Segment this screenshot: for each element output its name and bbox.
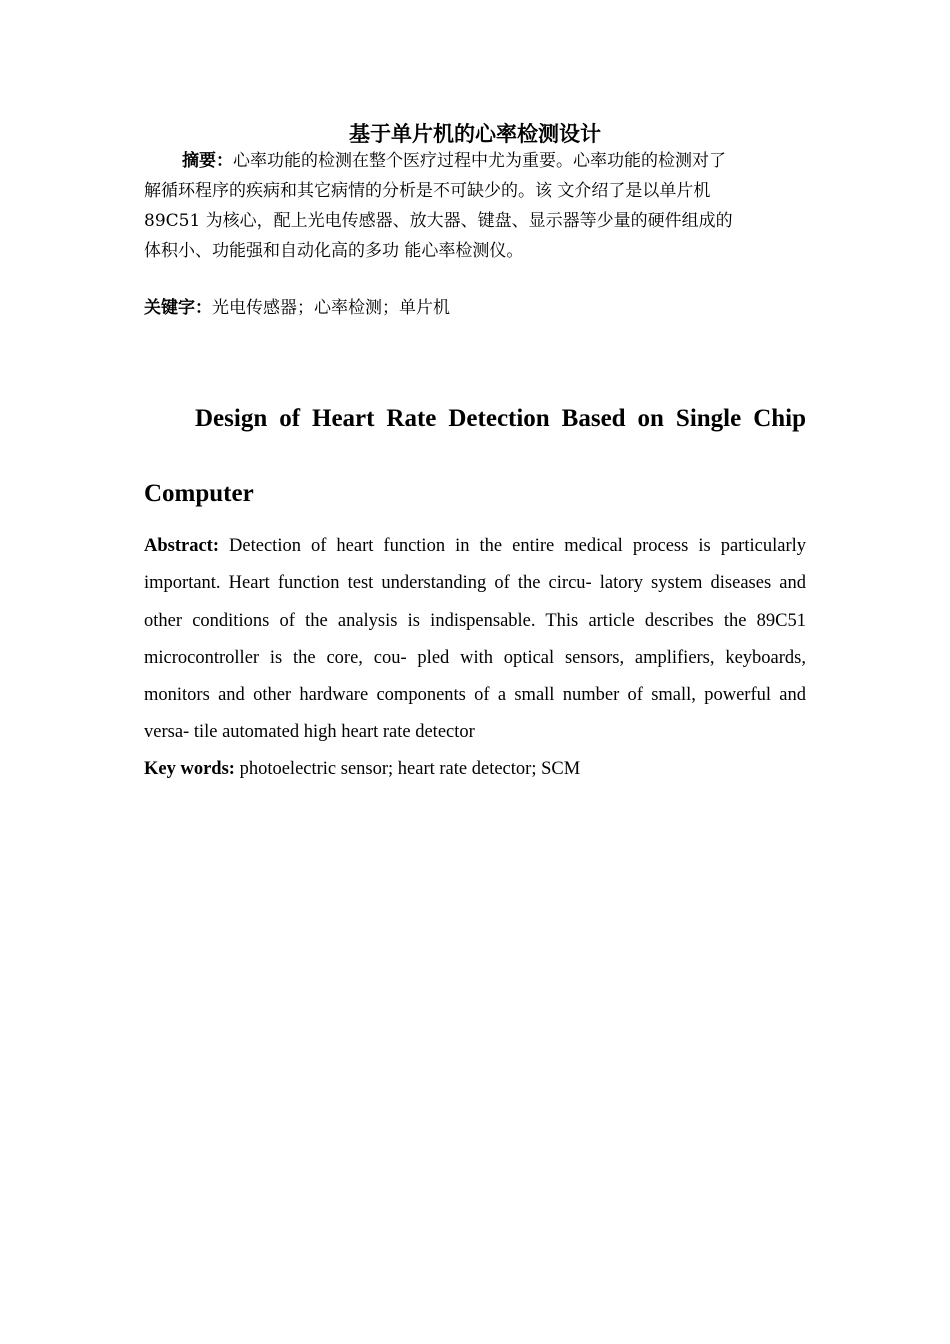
- chinese-title: 基于单片机的心率检测设计: [349, 121, 601, 146]
- english-abstract-label: Abstract:: [144, 536, 220, 556]
- english-title-line-1: Design of Heart Rate Detection Based on Single Chip: [195, 405, 806, 432]
- chinese-keywords-label: 关键字：: [144, 298, 212, 318]
- english-keywords-text: photoelectric sensor; heart rate detector; SCM: [234, 759, 581, 779]
- english-abstract-line: microcontroller is the core, cou‐ pled with optical sensors, amplifiers, keyboards,: [144, 647, 806, 668]
- chinese-abstract: [144, 146, 806, 266]
- english-keywords-label: Key words:: [144, 759, 235, 779]
- english-abstract-line: monitors and other hardware components of a small number of small, powerful and: [144, 685, 806, 706]
- chinese-abstract-label: 摘要：: [182, 151, 233, 171]
- english-abstract-text: Detection of heart function in the entire medical process is particularly: [219, 536, 806, 556]
- chinese-keywords: [144, 293, 450, 323]
- chinese-abstract-text: 心率功能的检测在整个医疗过程中尤为重要。心率功能的检测对了: [233, 151, 726, 171]
- english-abstract-line: important. Heart function test understanding of the circu‐ latory system diseases and: [144, 573, 806, 594]
- chinese-abstract-line: [144, 146, 806, 176]
- chinese-abstract-line: 体积小、功能强和自动化高的多功 能心率检测仪。: [144, 241, 524, 261]
- english-title-line-2: Computer: [144, 480, 254, 507]
- english-abstract-line: other conditions of the analysis is indispensable. This article describes the 89C51: [144, 610, 806, 631]
- english-abstract-line: versa‐ tile automated high heart rate detector: [144, 722, 475, 743]
- english-abstract-line: [144, 528, 806, 565]
- chinese-abstract-line: 解循环程序的疾病和其它病情的分析是不可缺少的。该 文介绍了是以单片机: [144, 181, 711, 201]
- english-abstract: [144, 528, 806, 752]
- english-keywords: [144, 755, 580, 783]
- chinese-keywords-text: 光电传感器；心率检测；单片机: [212, 298, 450, 318]
- chinese-abstract-line: 89C51 为核心，配上光电传感器、放大器、键盘、显示器等少量的硬件组成的: [144, 211, 733, 231]
- english-title: [144, 400, 806, 513]
